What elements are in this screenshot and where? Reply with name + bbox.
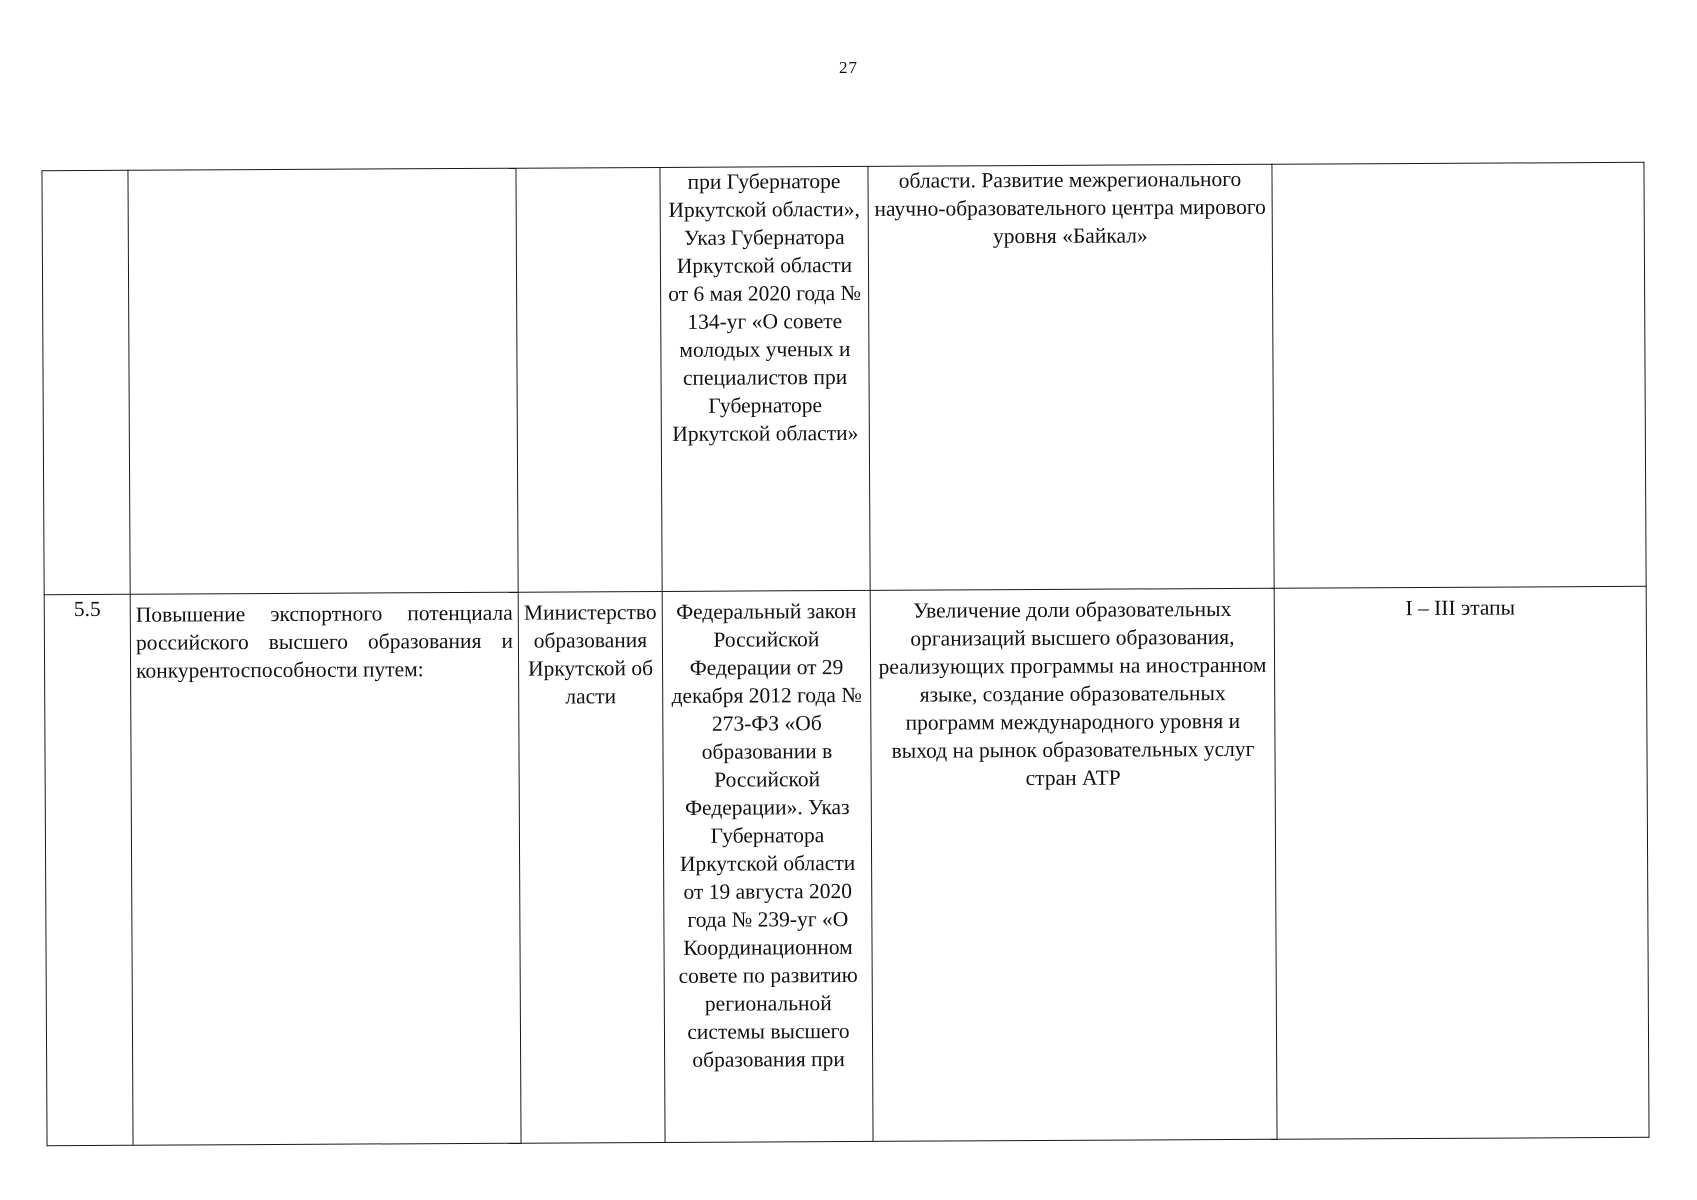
stage-cell bbox=[1272, 162, 1646, 588]
stage-cell bbox=[1274, 586, 1649, 1139]
row-number-cell bbox=[44, 594, 133, 1145]
table-row bbox=[42, 162, 1646, 594]
legal-basis-cell bbox=[660, 166, 870, 591]
result-text: области. Развитие межрегионального научно-образовательного центра мирового уровня «Байкал» bbox=[874, 166, 1266, 249]
responsible-cell bbox=[518, 591, 665, 1143]
table-row bbox=[44, 586, 1649, 1145]
legal-basis-text: Федеральный закон Российской Федерации от 29 декабря 2012 года № 273-ФЗ «Об образовании в Российской Федерации». Указ Губернатора Иркутской области от 19 августа 2020 года № 239-уг «О Координационном совете по развитию региональной системы высшего образования при bbox=[671, 598, 862, 1072]
measure-text: Повышение экспортного потенциала российского высшего образования и конкурентоспособности путем: bbox=[135, 600, 513, 683]
result-cell bbox=[870, 588, 1277, 1141]
page-number: 27 bbox=[839, 58, 858, 77]
measure-cell bbox=[128, 168, 518, 594]
row-number-cell bbox=[42, 170, 130, 594]
result-cell bbox=[868, 164, 1274, 590]
row-number: 5.5 bbox=[73, 596, 101, 622]
legal-basis-cell bbox=[662, 590, 873, 1142]
result-text: Увеличение доли образовательных организаций высшего образования, реализующих программы на иностранном языке, создание образовательных программ международного уровня и выход на рынок образовательных услуг стран АТР bbox=[878, 596, 1267, 791]
responsible-text: Министерство образования Иркутской области bbox=[523, 599, 657, 709]
responsible-cell bbox=[516, 167, 662, 592]
stage-text: I – III этапы bbox=[1405, 595, 1516, 621]
measures-table bbox=[41, 162, 1649, 1146]
measure-cell bbox=[130, 592, 521, 1145]
legal-basis-text: при Губернаторе Иркутской области», Указ Губернатора Иркутской области от 6 мая 2020 года № 134-уг «О совете молодых ученых и специалистов при Губернаторе Иркутской области» bbox=[668, 169, 862, 446]
